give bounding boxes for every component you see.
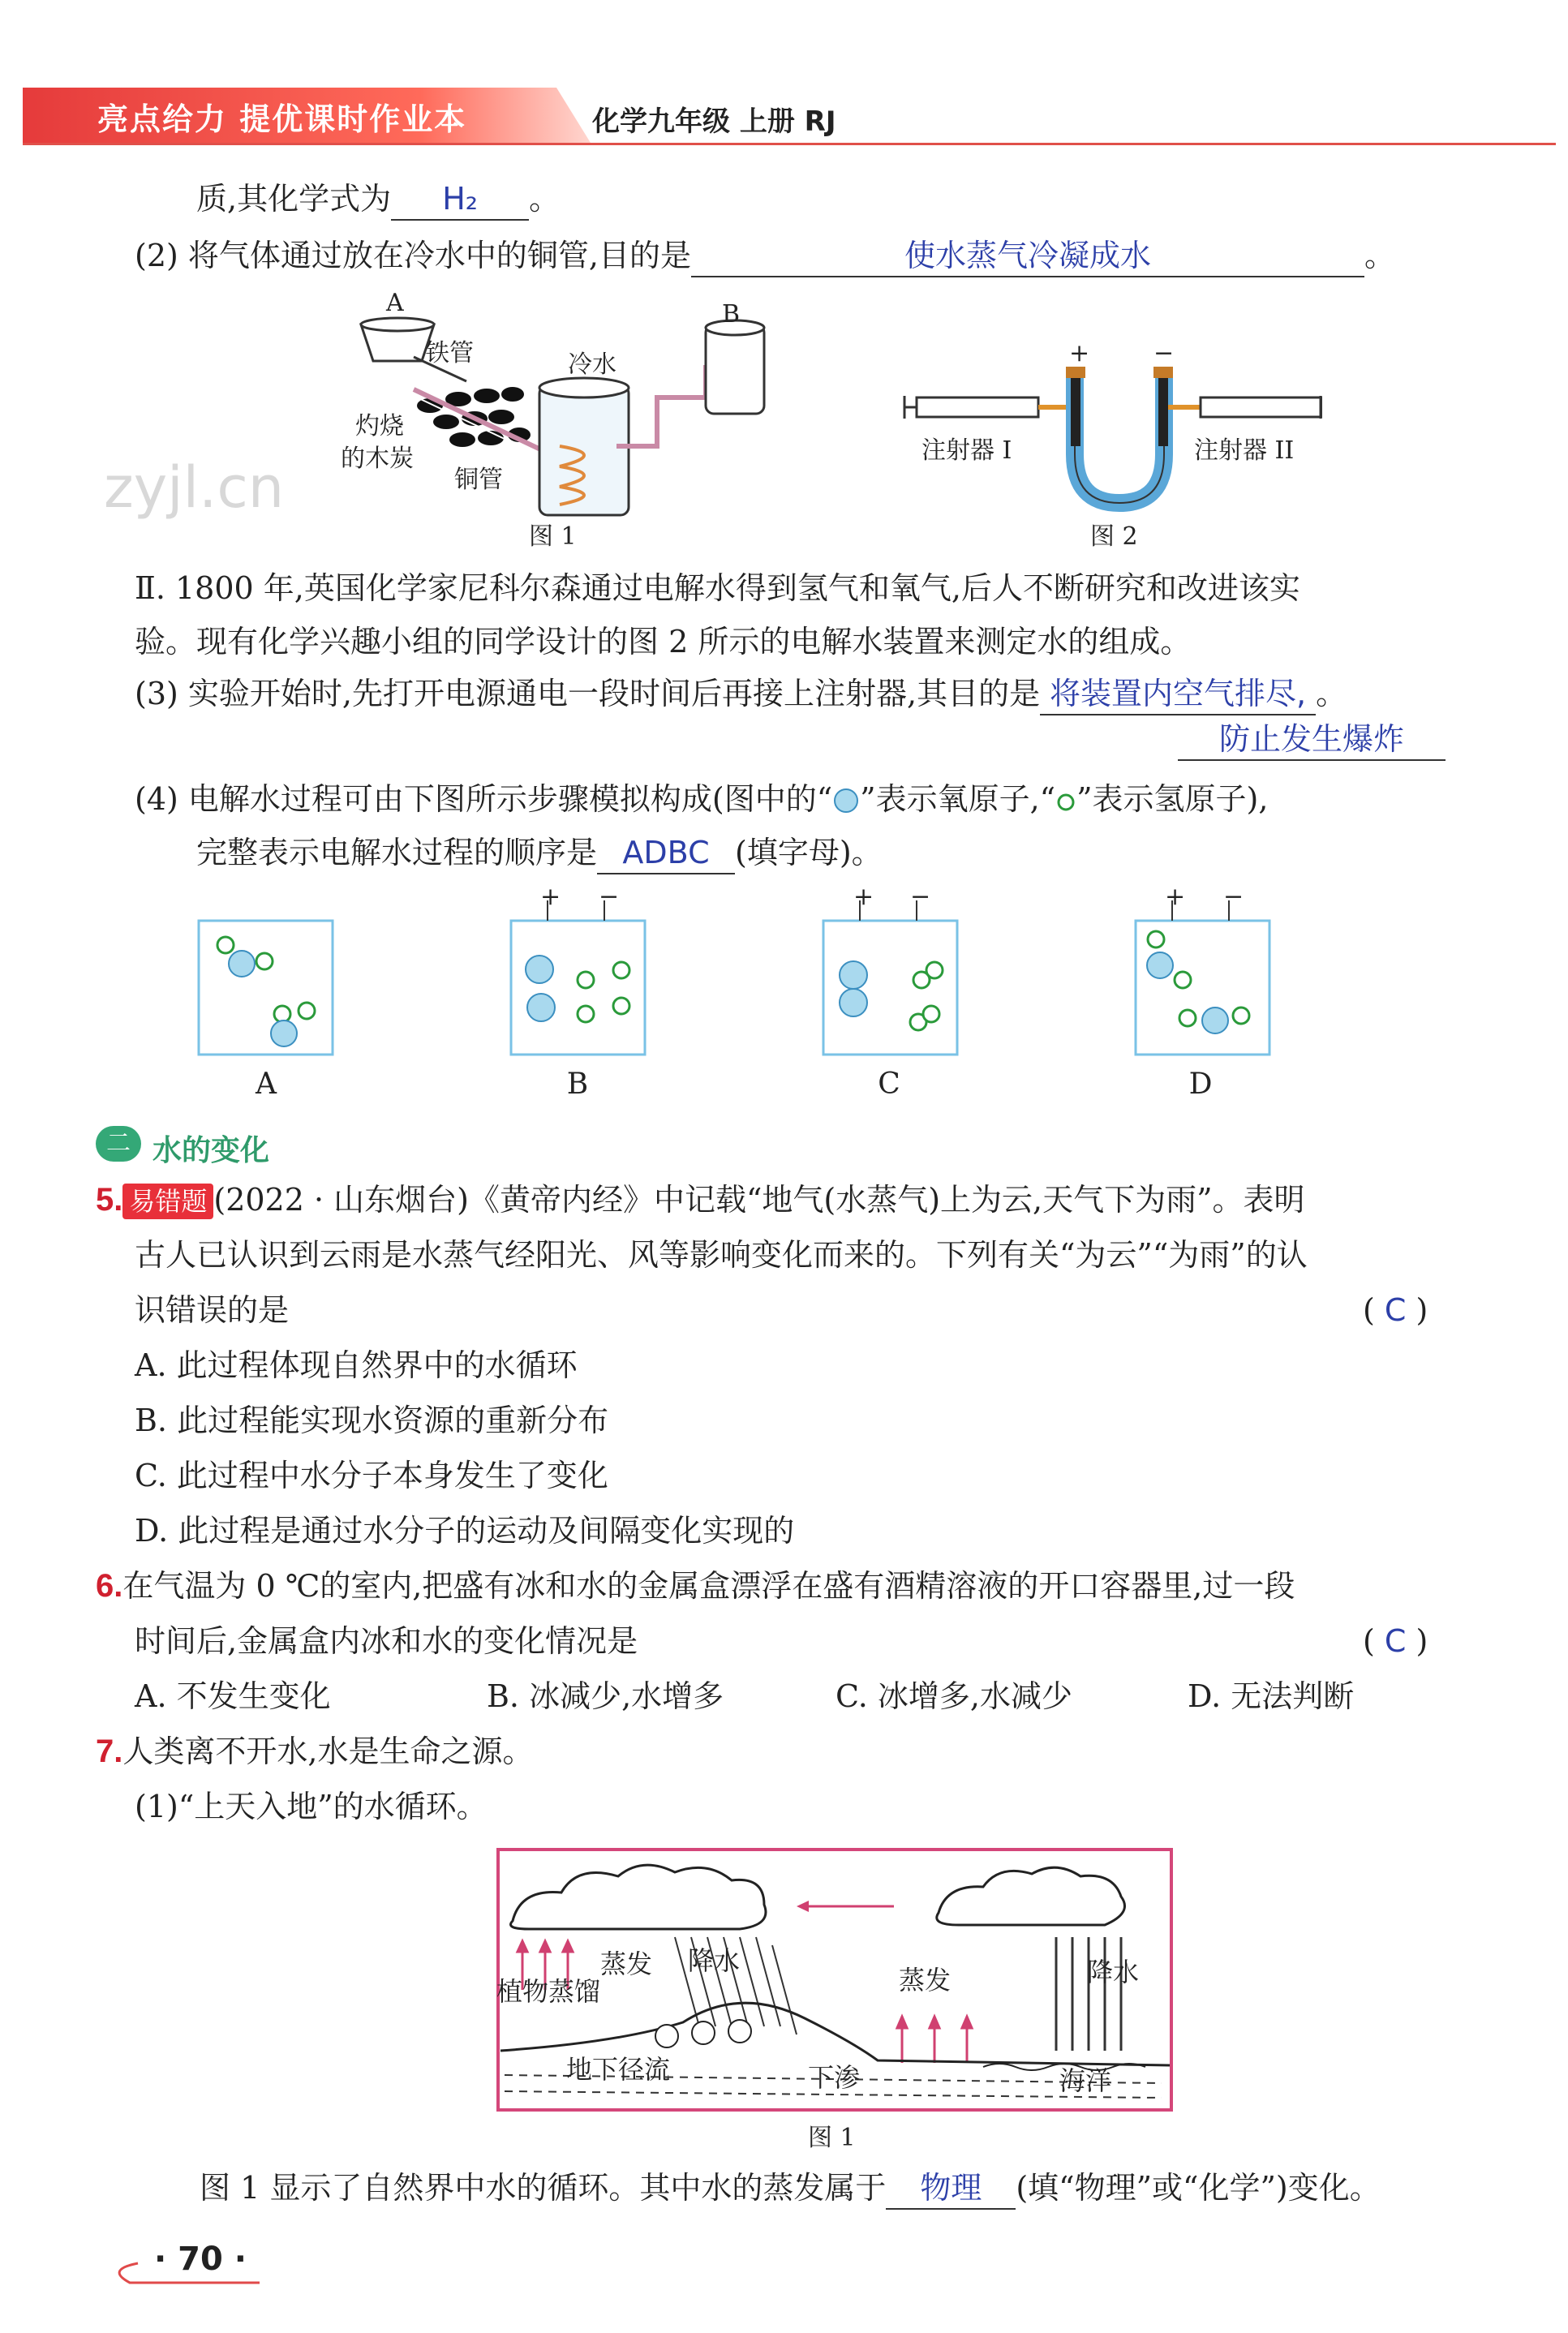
q5-answer: C: [1384, 1292, 1407, 1328]
fig1-copper-pipe: 铜管: [454, 466, 503, 494]
q5-option-b: B. 此过程能实现水资源的重新分布: [135, 1403, 609, 1438]
q5-line2: 古人已认识到云雨是水蒸气经阳光、风等影响变化而来的。下列有关“为云”“为雨”的认: [135, 1237, 1308, 1273]
box-label-a: A: [256, 1068, 277, 1101]
wc-groundwater: 地下径流: [566, 2054, 671, 2085]
page-number: · 70 ·: [154, 2241, 247, 2278]
q6-option-b: B. 冰减少,水增多: [487, 1678, 724, 1714]
fig1-caption: 图 1: [529, 522, 577, 551]
fig1-iron-pipe: 铁管: [425, 339, 474, 367]
q5-answer-bracket: ( C ): [1363, 1292, 1428, 1328]
box-d-plus: +: [1165, 883, 1186, 911]
hydrogen-atom-icon: [1055, 792, 1076, 813]
q6-option-a: A. 不发生变化: [135, 1678, 331, 1714]
fig1-cold-water: 冷水: [568, 350, 616, 379]
box-c-minus: −: [910, 883, 931, 911]
q6-answer-bracket: ( C ): [1363, 1623, 1428, 1659]
part2-line2: 验。现有化学兴趣小组的同学设计的图 2 所示的电解水装置来测定水的组成。: [135, 624, 1192, 660]
answer-formula: H₂: [442, 181, 478, 217]
q3-line2: [1178, 719, 1446, 761]
electrolysis-steps: [187, 884, 1306, 1079]
series-title: 亮点给力 提优课时作业本: [97, 101, 467, 137]
wc-evaporation-2: 蒸发: [899, 1965, 952, 1996]
q5-line3: 识错误的是: [135, 1292, 290, 1328]
answer-q4: ADBC: [622, 835, 710, 870]
q7-fill-line: 图 1 显示了自然界中水的循环。其中水的蒸发属于 物理 (填“物理”或“化学”)变化。: [200, 2168, 1381, 2210]
wc-caption: 图 1: [808, 2124, 856, 2152]
box-b-minus: −: [599, 883, 620, 911]
q6-option-d: D. 无法判断: [1188, 1678, 1355, 1714]
q6-option-c: C. 冰增多,水减少: [836, 1678, 1072, 1714]
wc-evaporation-1: 蒸发: [600, 1948, 653, 1979]
box-label-c: C: [878, 1068, 900, 1101]
answer-q3-2: 防止发生爆炸: [1218, 721, 1404, 757]
q-line-formula: 质,其化学式为 H₂ 。: [196, 178, 560, 221]
watermark: zyjl.cn: [104, 454, 285, 521]
fig2-syringe-2: 注射器 II: [1194, 436, 1295, 465]
fig2-plus: +: [1069, 339, 1090, 367]
q6-number: 6.: [96, 1568, 123, 1604]
q7-number: 7.: [96, 1734, 123, 1769]
box-d-minus: −: [1223, 883, 1244, 911]
box-c-plus: +: [853, 883, 874, 911]
wc-ocean: 海洋: [1059, 2065, 1112, 2096]
q6-line1: 6.在气温为 0 ℃的室内,把盛有冰和水的金属盒漂浮在盛有酒精溶液的开口容器里,过一段: [96, 1568, 1295, 1604]
box-b-plus: +: [540, 883, 561, 911]
q7-line1: 7.人类离不开水,水是生命之源。: [96, 1734, 534, 1769]
fig1-label-a: A: [386, 289, 404, 317]
fig1-charcoal-2: 的木炭: [341, 445, 414, 473]
wc-infiltration: 下渗: [808, 2062, 861, 2093]
q5-option-d: D. 此过程是通过水分子的运动及间隔变化实现的: [135, 1513, 795, 1549]
answer-q3-1: 将装置内空气排尽,: [1050, 676, 1307, 711]
q5-option-c: C. 此过程中水分子本身发生了变化: [135, 1458, 608, 1493]
section-title: 水的变化: [153, 1134, 270, 1167]
section-icon: 二: [96, 1126, 141, 1162]
q6-line2: 时间后,金属盒内冰和水的变化情况是: [135, 1623, 638, 1659]
wc-precipitation-2: 降水: [1087, 1957, 1140, 1987]
q5-tag: 易错题: [122, 1184, 213, 1219]
wc-precipitation-1: 降水: [688, 1945, 741, 1976]
fig2-syringe-1: 注射器 I: [921, 436, 1012, 465]
q4-line2: 完整表示电解水过程的顺序是 ADBC (填字母)。: [196, 832, 883, 874]
oxygen-atom-icon: [832, 787, 860, 814]
q5-line1: 5. 易错题 (2022 · 山东烟台)《黄帝内经》中记载“地气(水蒸气)上为云,天气下为雨”。表明: [96, 1182, 1305, 1218]
fig2-caption: 图 2: [1090, 522, 1138, 551]
q6-answer: C: [1384, 1623, 1407, 1659]
q5-number: 5.: [96, 1182, 123, 1218]
q3-line: (3) 实验开始时,先打开电源通电一段时间后再接上注射器,其目的是 将装置内空气排尽, 。: [135, 673, 1347, 715]
answer-q2: 使水蒸气冷凝成水: [904, 238, 1151, 273]
q4-line1: (4) 电解水过程可由下图所示步骤模拟构成(图中的“ ”表示氧原子,“ ”表示氢原子),: [135, 781, 1269, 817]
answer-q7: 物理: [920, 2170, 982, 2206]
q2-line: (2) 将气体通过放在冷水中的铜管,目的是 使水蒸气冷凝成水 。: [135, 235, 1395, 277]
fig1-label-b: B: [722, 300, 741, 329]
wc-transpiration: 植物蒸馏: [496, 1976, 601, 2007]
fig2-minus: −: [1153, 339, 1175, 367]
part2-line1: Ⅱ. 1800 年,英国化学家尼科尔森通过电解水得到氢气和氧气,后人不断研究和改进该实: [135, 570, 1300, 606]
box-label-b: B: [566, 1068, 589, 1101]
subject-title: 化学九年级 上册 RJ: [592, 105, 836, 138]
q5-option-a: A. 此过程体现自然界中的水循环: [135, 1347, 578, 1383]
fig1-charcoal-1: 灼烧: [355, 412, 404, 440]
q7-sub1: (1)“上天入地”的水循环。: [135, 1789, 488, 1824]
box-label-d: D: [1188, 1068, 1213, 1101]
header-rule: [23, 143, 1556, 145]
